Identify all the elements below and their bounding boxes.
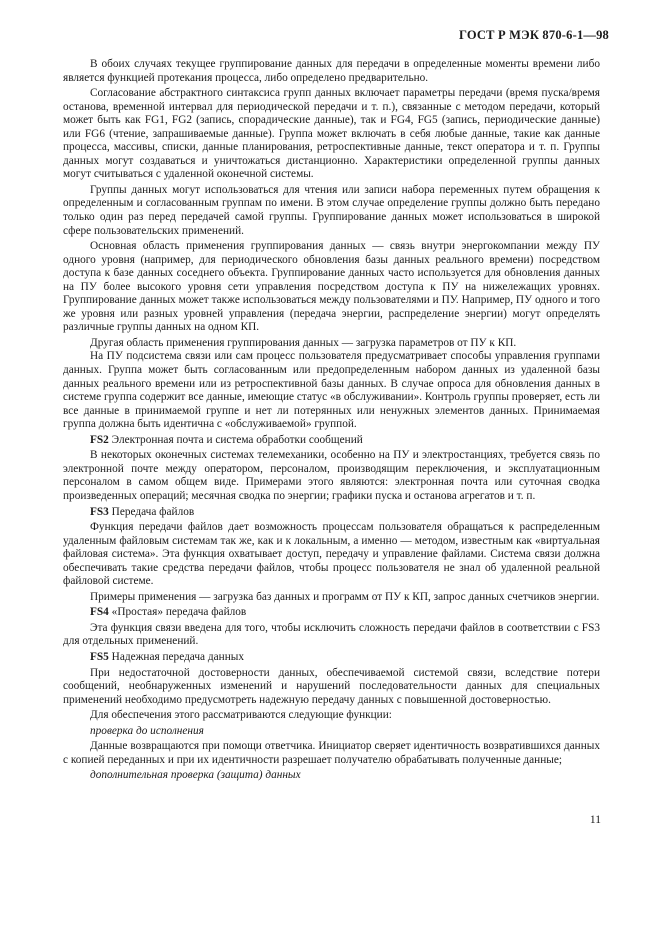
section-heading-fs3 [63,506,600,520]
section-title: «Простая» передача файлов [111,606,247,619]
paragraph: Другая область применения группирования данных — загрузка параметров от ПУ к КП. [90,336,517,349]
paragraph: Группы данных могут использоваться для чтения или записи набора переменных путем обращения к определенным и согласованным группам по имени. В этом случае определение группы должно быть передано только один раз перед передачей самой группы. Группирование данных может использоваться в широкой сфере пользовательских применений. [63,183,600,237]
standard-header: ГОСТ Р МЭК 870-6-1—98 [458,28,609,42]
paragraph: Согласование абстрактного синтаксиса групп данных включает параметры передачи (время пуска/время останова, временной интервал для периодической передачи и т. п.), связанные с методом передачи, который может быть как FG1, FG2 (запись, спорадические данные), так и FG4, FG5 (запись, периодические данные) или FG6 (чтение, запрашиваемые данные). Группа может включать в себя любые данные, такие как данные процесса, массивы, списки, данные планирования, ретроспективные данные, текст оператора и т. п. Группы данных могут создаваться и уничтожаться дистанционно. Характеристики определенной группы данных могут считываться с удаленной оконечной системы. [63,87,600,181]
paragraph: При недостаточной достоверности данных, обеспечиваемой системой связи, вследствие потери сообщений, необнаруженных изменений и нарушений последовательности данных для специальных применений необходимо предусмотреть надежную передачу данных с повышенной достоверностью. [63,666,600,706]
section-code: FS4 [90,606,109,619]
page-body [63,58,600,785]
paragraph: На ПУ подсистема связи или сам процесс пользователя предусматривает способы управления группами данных. Группа может быть согласованным или предопределенным набором данных из удаленной базы данных реального времени или из ретроспективной базы данных. В случае опроса для обновления данных в системе группа содержит все данные, имеющие статус «в обслуживании». Контроль группы проверяет, есть ли все данные в принимаемой группе и нет ли потерянных или ненужных элементов данных. Принимаемая группа должна быть идентична с «обслуживаемой» группой. [63,350,600,431]
italic-item: дополнительная проверка (защита) данных [90,769,301,782]
page-number: 11 [589,814,601,826]
paragraph: В некоторых оконечных системах телемеханики, особенно на ПУ и электростанциях, требуется связь по электронной почте между оператором, персоналом, производящим переключения, и эксплуатационным персоналом в самом общем виде. Примерами этого являются: электронная почта или суточная сводка произведенных операций; месячная сводка по энергии; графики пуска и останова агрегатов и т. п. [63,449,600,502]
paragraph: Основная область применения группирования данных — связь внутри энергокомпании между ПУ одного уровня (например, для периодического обновления базы данных реального времени) посредством доступа к базе данных соседнего объекта. Группирование данных часто используется для обновления данных на ПУ более высокого уровня сети управления посредством доступа к ПУ на нижележащих уровнях. Группирование данных может также использоваться между пользователями и ПУ. Например, ПУ одного и того же уровня или разных уровней управления (передача энергии, распределение энергии) могут определять различные группы данных на одном КП. [63,240,600,334]
paragraph: В обоих случаях текущее группирование данных для передачи в определенные моменты времени либо является функцией протекания процесса, либо определено предварительно. [63,58,600,84]
section-title: Электронная почта и система обработки сообщений [111,433,363,446]
section-title: Передача файлов [111,505,195,518]
section-heading-fs5 [63,651,600,665]
section-title: Надежная передача данных [111,650,244,663]
section-heading-fs2 [63,434,600,448]
section-code: FS2 [90,433,109,446]
section-code: FS5 [90,650,109,663]
italic-item: проверка до исполнения [90,724,204,737]
section-heading-fs4 [63,606,600,620]
paragraph: Примеры применения — загрузка баз данных и программ от ПУ к КП, запрос данных счетчиков энергии. [90,590,600,603]
section-code: FS3 [90,505,109,518]
paragraph: Функция передачи файлов дает возможность процессам пользователя обращаться к распределенным удаленным файловым системам так же, как и к локальным, а именно — методом, известным как «виртуальная файловая система». Эта функция охватывает доступ, передачу и управление файлами. Система связи должна обеспечивать такие средства передачи файлов, чтобы процесс пользователя не знал об удаленной реальной файловой системе. [63,521,600,588]
paragraph: Эта функция связи введена для того, чтобы исключить сложность передачи файлов в соответствии с FS3 для отдельных применений. [63,621,600,648]
paragraph: Для обеспечения этого рассматриваются следующие функции: [90,709,392,722]
paragraph: Данные возвращаются при помощи ответчика. Инициатор сверяет идентичность возвратившихся данных с копией переданных и при их идентичности разрешает получателю обрабатывать полученные данные; [63,740,600,766]
